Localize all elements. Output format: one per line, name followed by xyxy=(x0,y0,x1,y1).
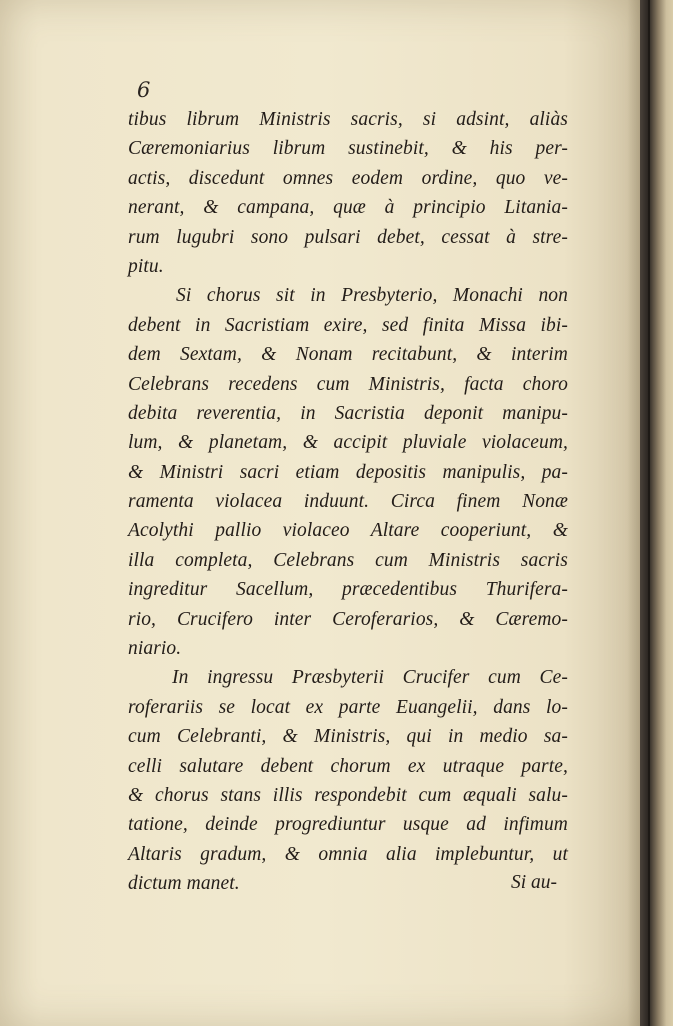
text-line: dictum manet. xyxy=(128,873,240,895)
text-line: actis, discedunt omnes eodem ordine, quo ve- xyxy=(128,167,568,189)
text-line: niario. xyxy=(128,638,182,660)
text-line: Acolythi pallio violaceo Altare cooperiunt, & xyxy=(128,520,568,542)
book-gutter xyxy=(640,0,673,1026)
catchword: Si au- xyxy=(511,872,558,893)
gutter-shadow xyxy=(648,0,650,1026)
text-line: cum Celebranti, & Ministris, qui in medio sa- xyxy=(128,726,568,748)
paragraph-start-line: Si chorus sit in Presbyterio, Monachi non xyxy=(176,285,568,307)
text-line: dem Sextam, & Nonam recitabunt, & interim xyxy=(128,344,568,366)
text-line: Cæremoniarius librum sustinebit, & his per- xyxy=(128,138,568,160)
text-line: celli salutare debent chorum ex utraque parte, xyxy=(128,755,568,777)
text-line: debent in Sacristiam exire, sed finita Missa ibi- xyxy=(128,314,568,336)
text-line: nerant, & campana, quæ à principio Litania- xyxy=(128,197,568,219)
text-line: Celebrans recedens cum Ministris, facta choro xyxy=(128,373,568,395)
text-line: debita reverentia, in Sacristia deponit manipu- xyxy=(128,402,568,424)
text-line: roferariis se locat ex parte Euangelii, dans lo- xyxy=(128,696,568,718)
text-line: rum lugubri sono pulsari debet, cessat à stre- xyxy=(128,226,568,248)
text-line: & chorus stans illis respondebit cum æquali salu- xyxy=(128,784,568,806)
text-line: lum, & planetam, & accipit pluviale violaceum, xyxy=(128,432,568,454)
text-line: ingreditur Sacellum, præcedentibus Thurifera- xyxy=(128,579,568,601)
text-line: Altaris gradum, & omnia alia implebuntur, ut xyxy=(128,843,568,865)
text-line: ramenta violacea induunt. Circa finem Nonæ xyxy=(128,491,568,513)
body-text xyxy=(128,105,568,899)
text-line: tatione, deinde progrediuntur usque ad infimum xyxy=(128,814,568,836)
text-line: & Ministri sacri etiam depositis manipulis, pa- xyxy=(128,461,568,483)
text-line: pitu. xyxy=(128,255,164,277)
text-line: illa completa, Celebrans cum Ministris sacris xyxy=(128,549,568,571)
paragraph-start-line: In ingressu Præsbyterii Crucifer cum Ce- xyxy=(172,667,568,689)
text-line: rio, Crucifero inter Ceroferarios, & Cæremo- xyxy=(128,608,568,630)
page-number: 6 xyxy=(137,78,151,102)
text-line: tibus librum Ministris sacris, si adsint, aliàs xyxy=(128,109,568,130)
